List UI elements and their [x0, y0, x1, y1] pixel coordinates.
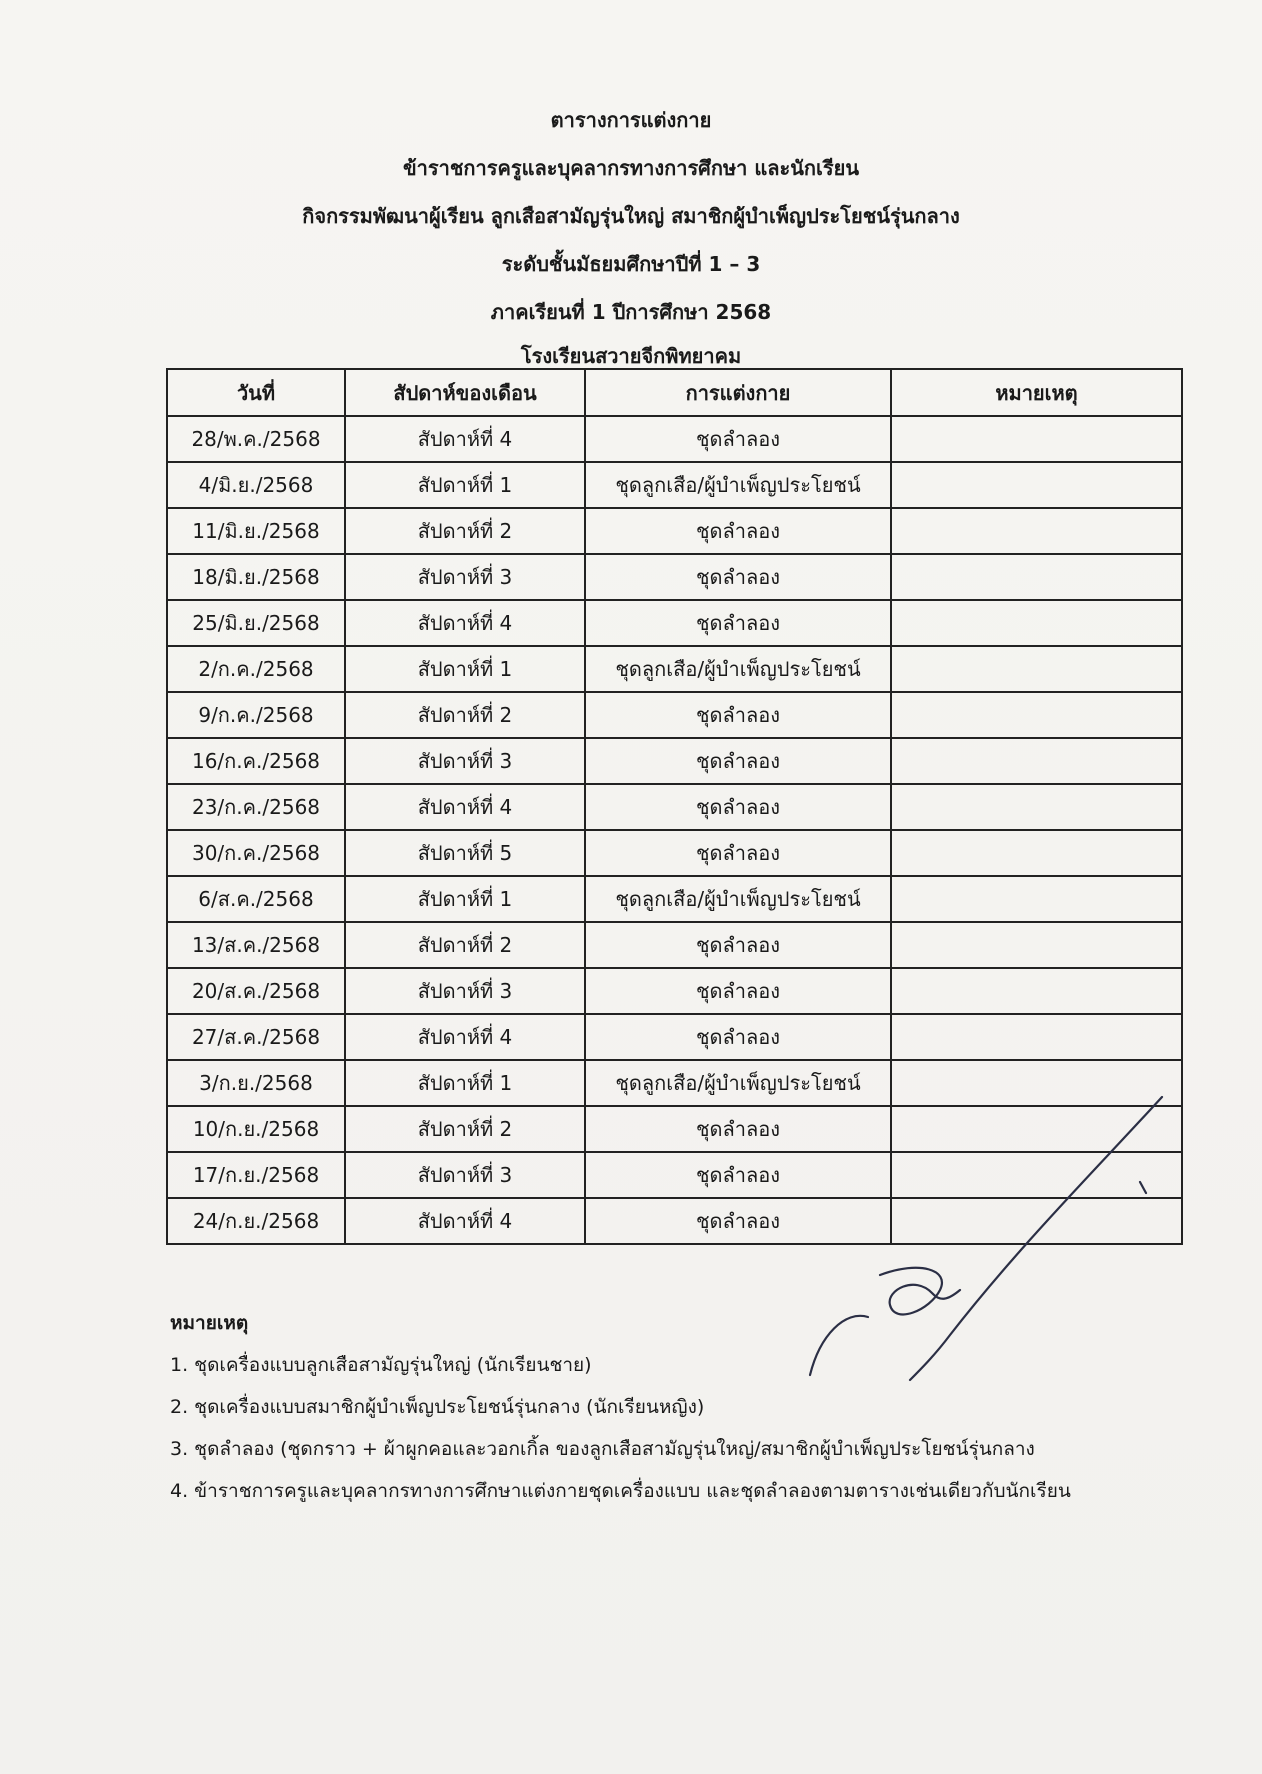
table-header-row — [167, 369, 1182, 416]
week-cell: สัปดาห์ที่ 2 — [345, 508, 585, 554]
date-cell: 27/ส.ค./2568 — [167, 1014, 345, 1060]
signature-stroke — [1140, 1182, 1146, 1193]
table-row — [167, 1014, 1182, 1060]
week-cell: สัปดาห์ที่ 4 — [345, 1014, 585, 1060]
date-cell: 24/ก.ย./2568 — [167, 1198, 345, 1244]
dress-cell: ชุดลำลอง — [585, 784, 891, 830]
table-row — [167, 554, 1182, 600]
note-item: 1. ชุดเครื่องแบบลูกเสือสามัญรุ่นใหญ่ (นักเรียนชาย) — [170, 1354, 592, 1376]
week-cell: สัปดาห์ที่ 4 — [345, 784, 585, 830]
date-cell: 20/ส.ค./2568 — [167, 968, 345, 1014]
table-row — [167, 876, 1182, 922]
week-cell: สัปดาห์ที่ 2 — [345, 1106, 585, 1152]
table-row — [167, 738, 1182, 784]
week-cell: สัปดาห์ที่ 3 — [345, 968, 585, 1014]
table-row — [167, 968, 1182, 1014]
week-cell: สัปดาห์ที่ 4 — [345, 600, 585, 646]
dress-cell: ชุดลำลอง — [585, 416, 891, 462]
dress-cell: ชุดลำลอง — [585, 692, 891, 738]
note-cell — [891, 416, 1182, 462]
dress-cell: ชุดลำลอง — [585, 508, 891, 554]
week-cell: สัปดาห์ที่ 4 — [345, 416, 585, 462]
dress-cell: ชุดลำลอง — [585, 1152, 891, 1198]
week-cell: สัปดาห์ที่ 1 — [345, 876, 585, 922]
date-cell: 30/ก.ค./2568 — [167, 830, 345, 876]
week-cell: สัปดาห์ที่ 3 — [345, 554, 585, 600]
header-grade-level: ระดับชั้นมัธยมศึกษาปีที่ 1 – 3 — [501, 252, 761, 276]
week-cell: สัปดาห์ที่ 5 — [345, 830, 585, 876]
column-header-note: หมายเหตุ — [891, 369, 1182, 416]
note-cell — [891, 968, 1182, 1014]
table-row — [167, 784, 1182, 830]
dress-cell: ชุดลำลอง — [585, 968, 891, 1014]
table-row — [167, 922, 1182, 968]
note-item: 4. ข้าราชการครูและบุคลากรทางการศึกษาแต่งกายชุดเครื่องแบบ และชุดลำลองตามตารางเช่นเดียวกับนักเรียน — [170, 1480, 1071, 1502]
date-cell: 17/ก.ย./2568 — [167, 1152, 345, 1198]
note-cell — [891, 600, 1182, 646]
table-row — [167, 416, 1182, 462]
note-cell — [891, 1014, 1182, 1060]
handwritten-signature — [800, 1095, 1200, 1395]
note-cell — [891, 646, 1182, 692]
date-cell: 18/มิ.ย./2568 — [167, 554, 345, 600]
week-cell: สัปดาห์ที่ 2 — [345, 922, 585, 968]
date-cell: 11/มิ.ย./2568 — [167, 508, 345, 554]
dress-cell: ชุดลูกเสือ/ผู้บำเพ็ญประโยชน์ — [585, 462, 891, 508]
dress-cell: ชุดลูกเสือ/ผู้บำเพ็ญประโยชน์ — [585, 1060, 891, 1106]
note-cell — [891, 738, 1182, 784]
note-cell — [891, 692, 1182, 738]
week-cell: สัปดาห์ที่ 2 — [345, 692, 585, 738]
note-cell — [891, 462, 1182, 508]
notes-title: หมายเหตุ — [170, 1312, 249, 1334]
dress-cell: ชุดลำลอง — [585, 830, 891, 876]
date-cell: 16/ก.ค./2568 — [167, 738, 345, 784]
week-cell: สัปดาห์ที่ 1 — [345, 1060, 585, 1106]
header-semester: ภาคเรียนที่ 1 ปีการศึกษา 2568 — [490, 300, 772, 324]
signature-stroke — [810, 1316, 868, 1375]
table-row — [167, 692, 1182, 738]
signature-stroke — [880, 1268, 960, 1315]
table-row — [167, 830, 1182, 876]
week-cell: สัปดาห์ที่ 4 — [345, 1198, 585, 1244]
note-item: 2. ชุดเครื่องแบบสมาชิกผู้บำเพ็ญประโยชน์รุ่นกลาง (นักเรียนหญิง) — [170, 1396, 705, 1418]
table-row — [167, 600, 1182, 646]
dress-cell: ชุดลำลอง — [585, 738, 891, 784]
table-row — [167, 646, 1182, 692]
note-cell — [891, 554, 1182, 600]
date-cell: 28/พ.ค./2568 — [167, 416, 345, 462]
column-header-date: วันที่ — [167, 369, 345, 416]
dress-cell: ชุดลูกเสือ/ผู้บำเพ็ญประโยชน์ — [585, 646, 891, 692]
dress-cell: ชุดลำลอง — [585, 1106, 891, 1152]
header-subtitle-personnel: ข้าราชการครูและบุคลากรทางการศึกษา และนักเรียน — [402, 156, 860, 180]
column-header-week: สัปดาห์ของเดือน — [345, 369, 585, 416]
note-cell — [891, 876, 1182, 922]
table-row — [167, 508, 1182, 554]
header-school-name: โรงเรียนสวายจีกพิทยาคม — [520, 344, 742, 368]
date-cell: 3/ก.ย./2568 — [167, 1060, 345, 1106]
date-cell: 25/มิ.ย./2568 — [167, 600, 345, 646]
header-title: ตารางการแต่งกาย — [550, 108, 712, 132]
date-cell: 23/ก.ค./2568 — [167, 784, 345, 830]
dress-cell: ชุดลูกเสือ/ผู้บำเพ็ญประโยชน์ — [585, 876, 891, 922]
date-cell: 10/ก.ย./2568 — [167, 1106, 345, 1152]
note-item: 3. ชุดลำลอง (ชุดกราว + ผ้าผูกคอและวอกเกิ้ล ของลูกเสือสามัญรุ่นใหญ่/สมาชิกผู้บำเพ็ญประโยชน์รุ่นกลาง — [170, 1438, 1035, 1460]
note-cell — [891, 784, 1182, 830]
date-cell: 2/ก.ค./2568 — [167, 646, 345, 692]
date-cell: 6/ส.ค./2568 — [167, 876, 345, 922]
header-subtitle-activity: กิจกรรมพัฒนาผู้เรียน ลูกเสือสามัญรุ่นใหญ่ สมาชิกผู้บำเพ็ญประโยชน์รุ่นกลาง — [302, 204, 960, 228]
table-row — [167, 462, 1182, 508]
date-cell: 4/มิ.ย./2568 — [167, 462, 345, 508]
column-header-dress: การแต่งกาย — [585, 369, 891, 416]
note-cell — [891, 830, 1182, 876]
dress-cell: ชุดลำลอง — [585, 922, 891, 968]
dress-cell: ชุดลำลอง — [585, 1014, 891, 1060]
date-cell: 13/ส.ค./2568 — [167, 922, 345, 968]
dress-cell: ชุดลำลอง — [585, 1198, 891, 1244]
week-cell: สัปดาห์ที่ 1 — [345, 646, 585, 692]
note-cell — [891, 508, 1182, 554]
week-cell: สัปดาห์ที่ 3 — [345, 1152, 585, 1198]
week-cell: สัปดาห์ที่ 3 — [345, 738, 585, 784]
week-cell: สัปดาห์ที่ 1 — [345, 462, 585, 508]
document-header — [0, 96, 1262, 376]
signature-stroke — [910, 1097, 1162, 1380]
dress-cell: ชุดลำลอง — [585, 600, 891, 646]
date-cell: 9/ก.ค./2568 — [167, 692, 345, 738]
dress-cell: ชุดลำลอง — [585, 554, 891, 600]
note-cell — [891, 922, 1182, 968]
